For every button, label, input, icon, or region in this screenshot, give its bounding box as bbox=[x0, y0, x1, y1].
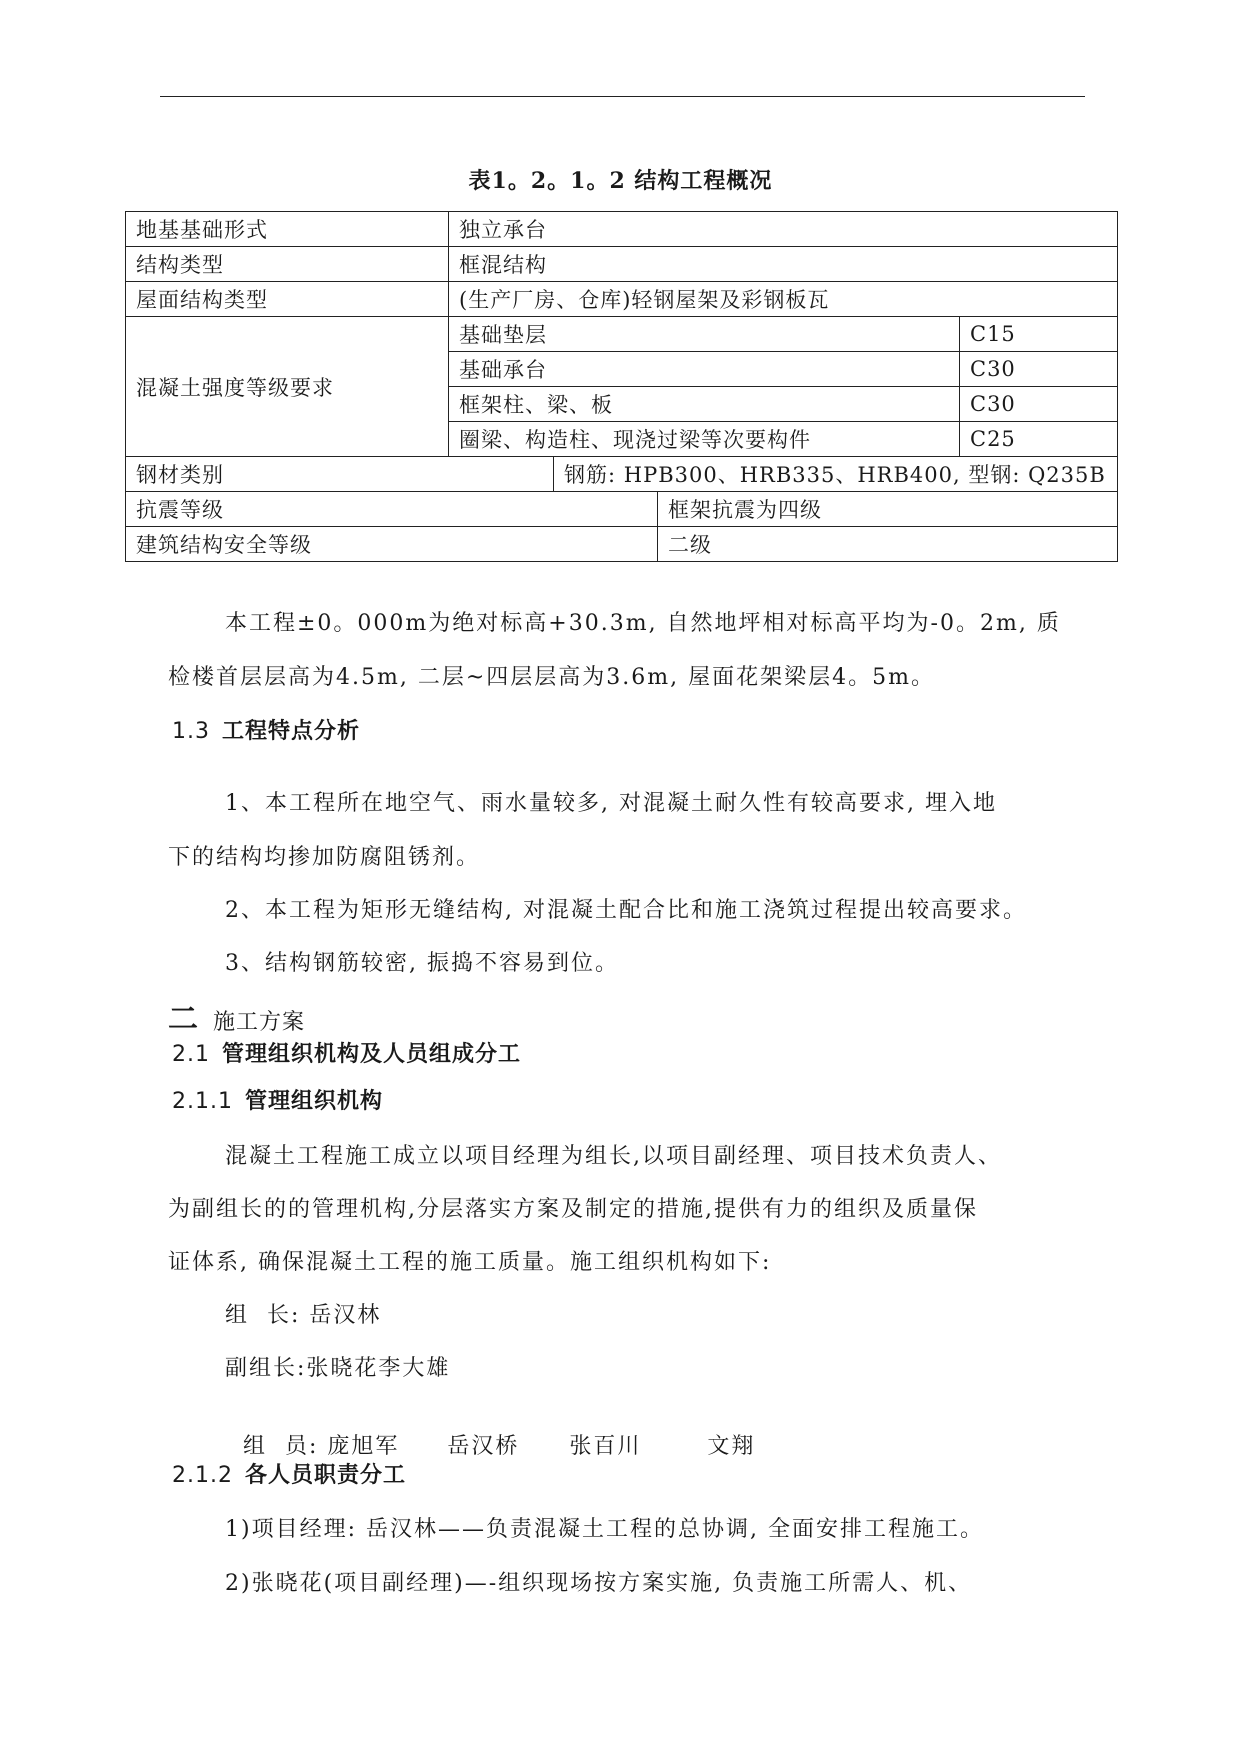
row-label: 屋面结构类型 bbox=[126, 282, 449, 317]
member-name: 庞旭军 bbox=[327, 1434, 400, 1459]
concrete-part: 圈梁、构造柱、现浇过梁等次要构件 bbox=[449, 422, 960, 457]
section-title: 工程特点分析 bbox=[222, 718, 361, 744]
row-value: 框混结构 bbox=[449, 247, 1118, 282]
row-value: 二级 bbox=[658, 527, 1118, 562]
section-heading-2 bbox=[168, 994, 305, 1038]
concrete-grade: C30 bbox=[960, 352, 1118, 387]
org-line-1: 混凝土工程施工成立以项目经理为组长,以项目副经理、项目技术负责人、 bbox=[225, 1144, 1002, 1169]
org-line-3: 证体系, 确保混凝土工程的施工质量。施工组织机构如下: bbox=[168, 1250, 772, 1275]
org-deputy: 副组长:张晓花李大雄 bbox=[225, 1356, 451, 1381]
concrete-part: 框架柱、梁、板 bbox=[449, 387, 960, 422]
member-name: 张百川 bbox=[569, 1434, 642, 1459]
table-caption: 表1。2。1。2 结构工程概况 bbox=[468, 168, 773, 194]
feature-2: 2、本工程为矩形无缝结构, 对混凝土配合比和施工浇筑过程提出较高要求。 bbox=[225, 898, 1027, 923]
row-value: 钢筋: HPB300、HRB335、HRB400, 型钢: Q235B bbox=[554, 457, 1118, 492]
feature-1-line-2: 下的结构均掺加防腐阻锈剂。 bbox=[168, 845, 481, 870]
section-number: 2.1.1 bbox=[172, 1089, 233, 1114]
table-row bbox=[126, 247, 1118, 282]
row-label: 抗震等级 bbox=[126, 492, 658, 527]
duty-1: 1)项目经理: 岳汉林——负责混凝土工程的总协调, 全面安排工程施工。 bbox=[225, 1517, 984, 1542]
row-value: (生产厂房、仓库)轻钢屋架及彩钢板瓦 bbox=[449, 282, 1118, 317]
row-label: 钢材类别 bbox=[126, 457, 554, 492]
row-label: 结构类型 bbox=[126, 247, 449, 282]
section-number: 1.3 bbox=[172, 719, 210, 744]
concrete-grade: C15 bbox=[960, 317, 1118, 352]
section-heading-1-3 bbox=[172, 714, 360, 745]
concrete-part: 基础承台 bbox=[449, 352, 960, 387]
feature-1-line-1: 1、本工程所在地空气、雨水量较多, 对混凝土耐久性有较高要求, 埋入地 bbox=[225, 791, 997, 816]
section-heading-2-1-1 bbox=[172, 1084, 383, 1115]
section-heading-2-1-2 bbox=[172, 1458, 406, 1489]
structure-overview-table bbox=[125, 211, 1118, 562]
member-name: 岳汉桥 bbox=[447, 1434, 520, 1459]
org-members bbox=[225, 1404, 755, 1460]
section-title: 施工方案 bbox=[213, 1010, 306, 1035]
section-title: 管理组织机构及人员组成分工 bbox=[222, 1041, 522, 1067]
row-value: 框架抗震为四级 bbox=[658, 492, 1118, 527]
feature-3: 3、结构钢筋较密, 振捣不容易到位。 bbox=[225, 951, 619, 976]
members-label: 组 员: bbox=[243, 1434, 328, 1459]
row-value: 独立承台 bbox=[449, 212, 1118, 247]
section-number: 二 bbox=[168, 1002, 199, 1037]
section-heading-2-1 bbox=[172, 1037, 521, 1068]
table-row bbox=[126, 282, 1118, 317]
concrete-grade: C30 bbox=[960, 387, 1118, 422]
section-number: 2.1 bbox=[172, 1042, 210, 1067]
org-leader: 组 长: 岳汉林 bbox=[225, 1303, 382, 1328]
section-number: 2.1.2 bbox=[172, 1463, 233, 1488]
table-row bbox=[126, 527, 1118, 562]
table-row bbox=[126, 457, 1118, 492]
elevation-line-2: 检楼首层层高为4.5m, 二层~四层层高为3.6m, 屋面花架梁层4。5m。 bbox=[168, 665, 935, 690]
section-title: 各人员职责分工 bbox=[244, 1462, 406, 1488]
table-row bbox=[126, 317, 1118, 352]
header-rule bbox=[160, 96, 1085, 97]
org-line-2: 为副组长的的管理机构,分层落实方案及制定的措施,提供有力的组织及质量保 bbox=[168, 1197, 978, 1222]
row-label: 地基基础形式 bbox=[126, 212, 449, 247]
row-label: 建筑结构安全等级 bbox=[126, 527, 658, 562]
member-name: 文翔 bbox=[707, 1434, 756, 1459]
duty-2: 2)张晓花(项目副经理)—-组织现场按方案实施, 负责施工所需人、机、 bbox=[225, 1571, 973, 1596]
concrete-part: 基础垫层 bbox=[449, 317, 960, 352]
elevation-line-1: 本工程±0。000m为绝对标高+30.3m, 自然地坪相对标高平均为-0。2m, 质 bbox=[225, 611, 1061, 636]
row-label: 混凝土强度等级要求 bbox=[126, 317, 449, 457]
concrete-grade: C25 bbox=[960, 422, 1118, 457]
section-title: 管理组织机构 bbox=[244, 1088, 383, 1114]
table-row bbox=[126, 492, 1118, 527]
table-row bbox=[126, 212, 1118, 247]
